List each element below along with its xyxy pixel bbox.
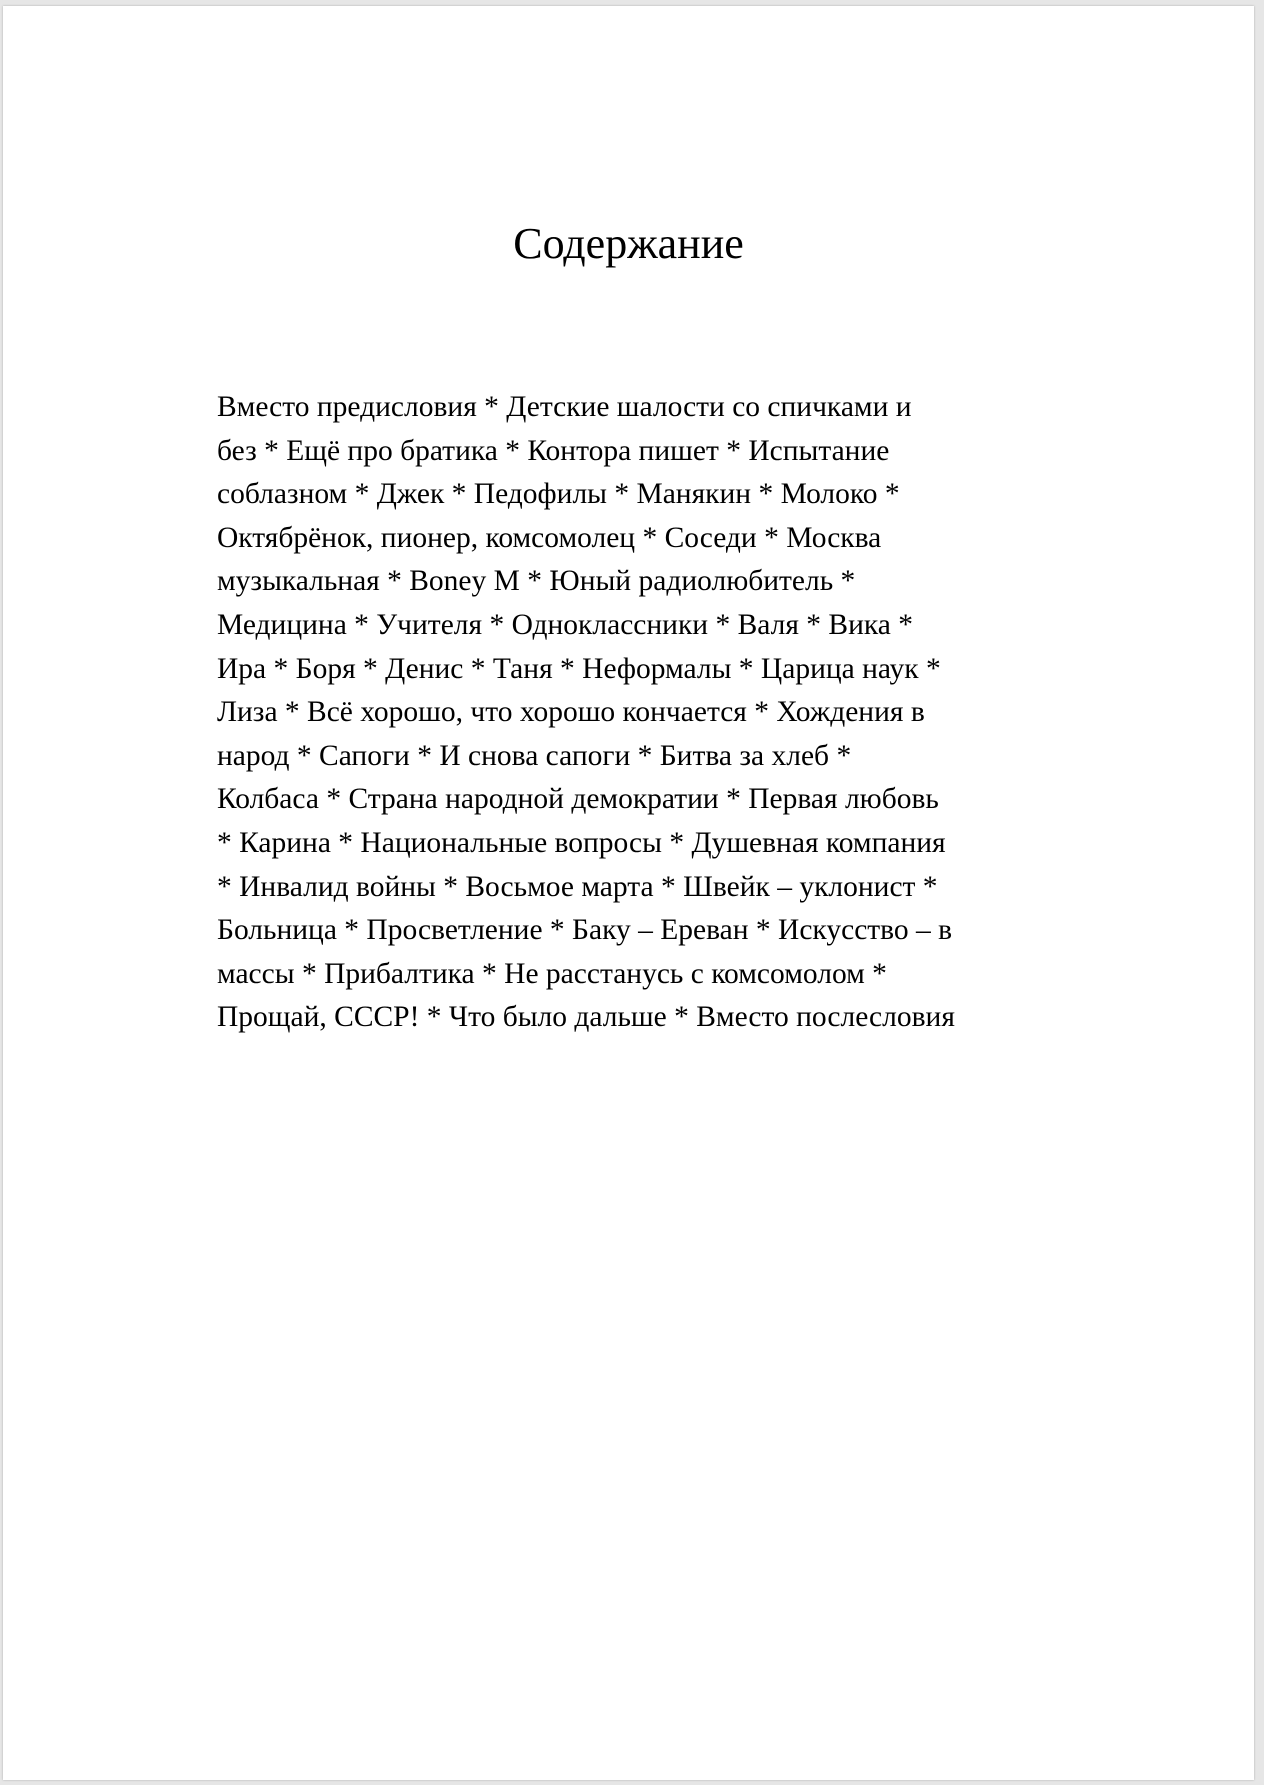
toc-line: Лиза * Всё хорошо, что хорошо кончается * Хождения в: [217, 696, 925, 729]
toc-line: без * Ещё про братика * Контора пишет * Испытание: [217, 434, 890, 467]
toc-line: * Инвалид войны * Восьмое марта * Швейк – уклонист *: [217, 870, 938, 903]
toc-line: Медицина * Учителя * Одноклассники * Валя * Вика *: [217, 608, 913, 641]
toc-line: массы * Прибалтика * Не расстанусь с комсомолом *: [217, 957, 887, 990]
toc-line: Ира * Боря * Денис * Таня * Неформалы * Царица наук *: [217, 652, 941, 685]
toc-line: музыкальная * Boney M * Юный радиолюбитель *: [217, 565, 856, 598]
page-title: Содержание: [513, 219, 744, 268]
toc-line: Прощай, СССР! * Что было дальше * Вместо послесловия: [217, 1001, 955, 1034]
toc-line: Октябрёнок, пионер, комсомолец * Соседи * Москва: [217, 521, 882, 554]
toc-line: Колбаса * Страна народной демократии * Первая любовь: [217, 783, 939, 816]
toc-line: соблазном * Джек * Педофилы * Манякин * Молоко *: [217, 478, 900, 511]
document-page: [3, 6, 1254, 1780]
table-of-contents: [217, 386, 1047, 1040]
toc-line: Вместо предисловия * Детские шалости со спичками и: [217, 391, 912, 423]
toc-line: * Карина * Национальные вопросы * Душевная компания: [217, 826, 946, 859]
toc-line: народ * Сапоги * И снова сапоги * Битва за хлеб *: [217, 739, 852, 772]
toc-line: Больница * Просветление * Баку – Ереван * Искусство – в: [217, 914, 953, 947]
